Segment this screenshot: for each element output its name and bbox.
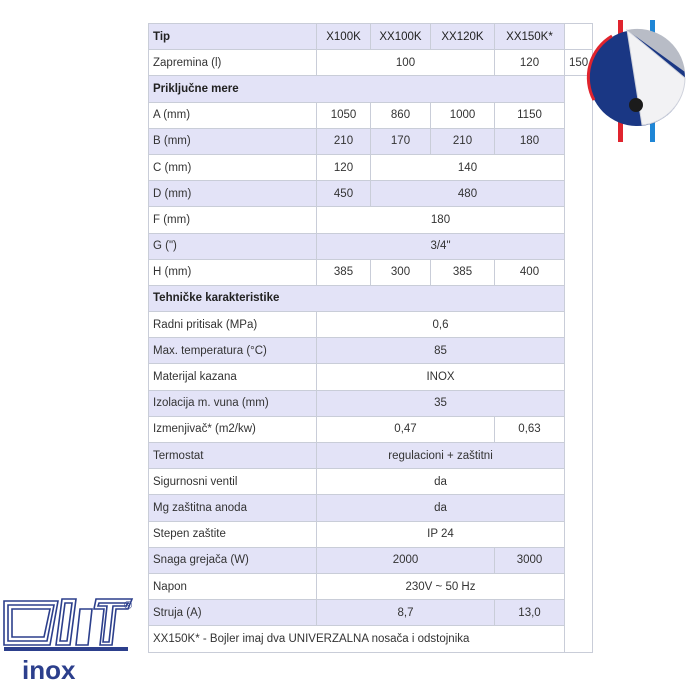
row-value: 400 — [495, 259, 565, 285]
row-value: 210 — [317, 128, 371, 154]
row-label: Max. temperatura (°C) — [149, 338, 317, 364]
table-row — [149, 573, 593, 599]
table-row — [149, 443, 593, 469]
row-value: da — [317, 469, 565, 495]
table-row — [149, 338, 593, 364]
row-label: Materijal kazana — [149, 364, 317, 390]
row-value: 230V ~ 50 Hz — [317, 573, 565, 599]
section-title: Priključne mere — [149, 76, 565, 102]
row-value: 170 — [371, 128, 431, 154]
row-label: Zapremina (l) — [149, 50, 317, 76]
row-value: 450 — [317, 181, 371, 207]
row-label: G (") — [149, 233, 317, 259]
row-label: Termostat — [149, 443, 317, 469]
row-label: Izolacija m. vuna (mm) — [149, 390, 317, 416]
row-value: 300 — [371, 259, 431, 285]
row-value: 0,63 — [495, 416, 565, 442]
row-label: Snaga grejača (W) — [149, 547, 317, 573]
table-row — [149, 181, 593, 207]
row-value: 150 — [565, 50, 593, 76]
section-header-row — [149, 285, 593, 311]
table-row — [149, 50, 593, 76]
table-row — [149, 233, 593, 259]
row-value: 1050 — [317, 102, 371, 128]
row-label: Izmenjivač* (m2/kw) — [149, 416, 317, 442]
row-value: IP 24 — [317, 521, 565, 547]
table-header-row — [149, 24, 593, 50]
header-label: Tip — [149, 24, 317, 50]
row-value: da — [317, 495, 565, 521]
row-label: F (mm) — [149, 207, 317, 233]
table-row — [149, 364, 593, 390]
section-header-row — [149, 76, 593, 102]
boiler-icon — [582, 14, 692, 144]
row-value: 180 — [495, 128, 565, 154]
table-row — [149, 390, 593, 416]
row-value: 120 — [317, 154, 371, 180]
row-label: Sigurnosni ventil — [149, 469, 317, 495]
row-label: Napon — [149, 573, 317, 599]
row-value: 8,7 — [317, 600, 495, 626]
row-label: A (mm) — [149, 102, 317, 128]
row-value: 3/4" — [317, 233, 565, 259]
row-label: Mg zaštitna anoda — [149, 495, 317, 521]
table-row — [149, 154, 593, 180]
model-xx100k: XX100K — [371, 24, 431, 50]
table-row — [149, 312, 593, 338]
row-value: 180 — [317, 207, 565, 233]
row-value: 480 — [371, 181, 565, 207]
row-label: Struja (A) — [149, 600, 317, 626]
footnote-row — [149, 626, 593, 652]
row-value: 2000 — [317, 547, 495, 573]
row-label: C (mm) — [149, 154, 317, 180]
table-row — [149, 207, 593, 233]
row-value: 140 — [371, 154, 565, 180]
row-value: 13,0 — [495, 600, 565, 626]
table-row — [149, 259, 593, 285]
model-xx120k: XX120K — [431, 24, 495, 50]
table-row — [149, 102, 593, 128]
table-row — [149, 547, 593, 573]
row-value: 1150 — [495, 102, 565, 128]
row-value: 210 — [431, 128, 495, 154]
row-value: 860 — [371, 102, 431, 128]
table-row — [149, 469, 593, 495]
row-value: 385 — [431, 259, 495, 285]
row-value: 3000 — [495, 547, 565, 573]
table-row — [149, 128, 593, 154]
table-row — [149, 600, 593, 626]
row-label: Stepen zaštite — [149, 521, 317, 547]
model-x100k: X100K — [317, 24, 371, 50]
row-value: 0,47 — [317, 416, 495, 442]
table-row — [149, 495, 593, 521]
row-label: B (mm) — [149, 128, 317, 154]
row-value: 385 — [317, 259, 371, 285]
row-value: 1000 — [431, 102, 495, 128]
section-title: Tehničke karakteristike — [149, 285, 565, 311]
row-value: 35 — [317, 390, 565, 416]
row-value: regulacioni + zaštitni — [317, 443, 565, 469]
footnote: XX150K* - Bojler imaj dva UNIVERZALNA nosača i odstojnika — [149, 626, 565, 652]
row-label: H (mm) — [149, 259, 317, 285]
row-value: 120 — [495, 50, 565, 76]
elit-inox-logo — [0, 595, 140, 685]
row-value: 0,6 — [317, 312, 565, 338]
row-value: 85 — [317, 338, 565, 364]
table-row — [149, 521, 593, 547]
row-label: D (mm) — [149, 181, 317, 207]
table-row — [149, 416, 593, 442]
spec-table — [148, 23, 593, 653]
row-value: 100 — [317, 50, 495, 76]
registered-mark: ® — [124, 600, 133, 612]
row-label: Radni pritisak (MPa) — [149, 312, 317, 338]
row-value: INOX — [317, 364, 565, 390]
model-xx150k: XX150K* — [495, 24, 565, 50]
logo-wordmark: inox — [22, 655, 76, 685]
